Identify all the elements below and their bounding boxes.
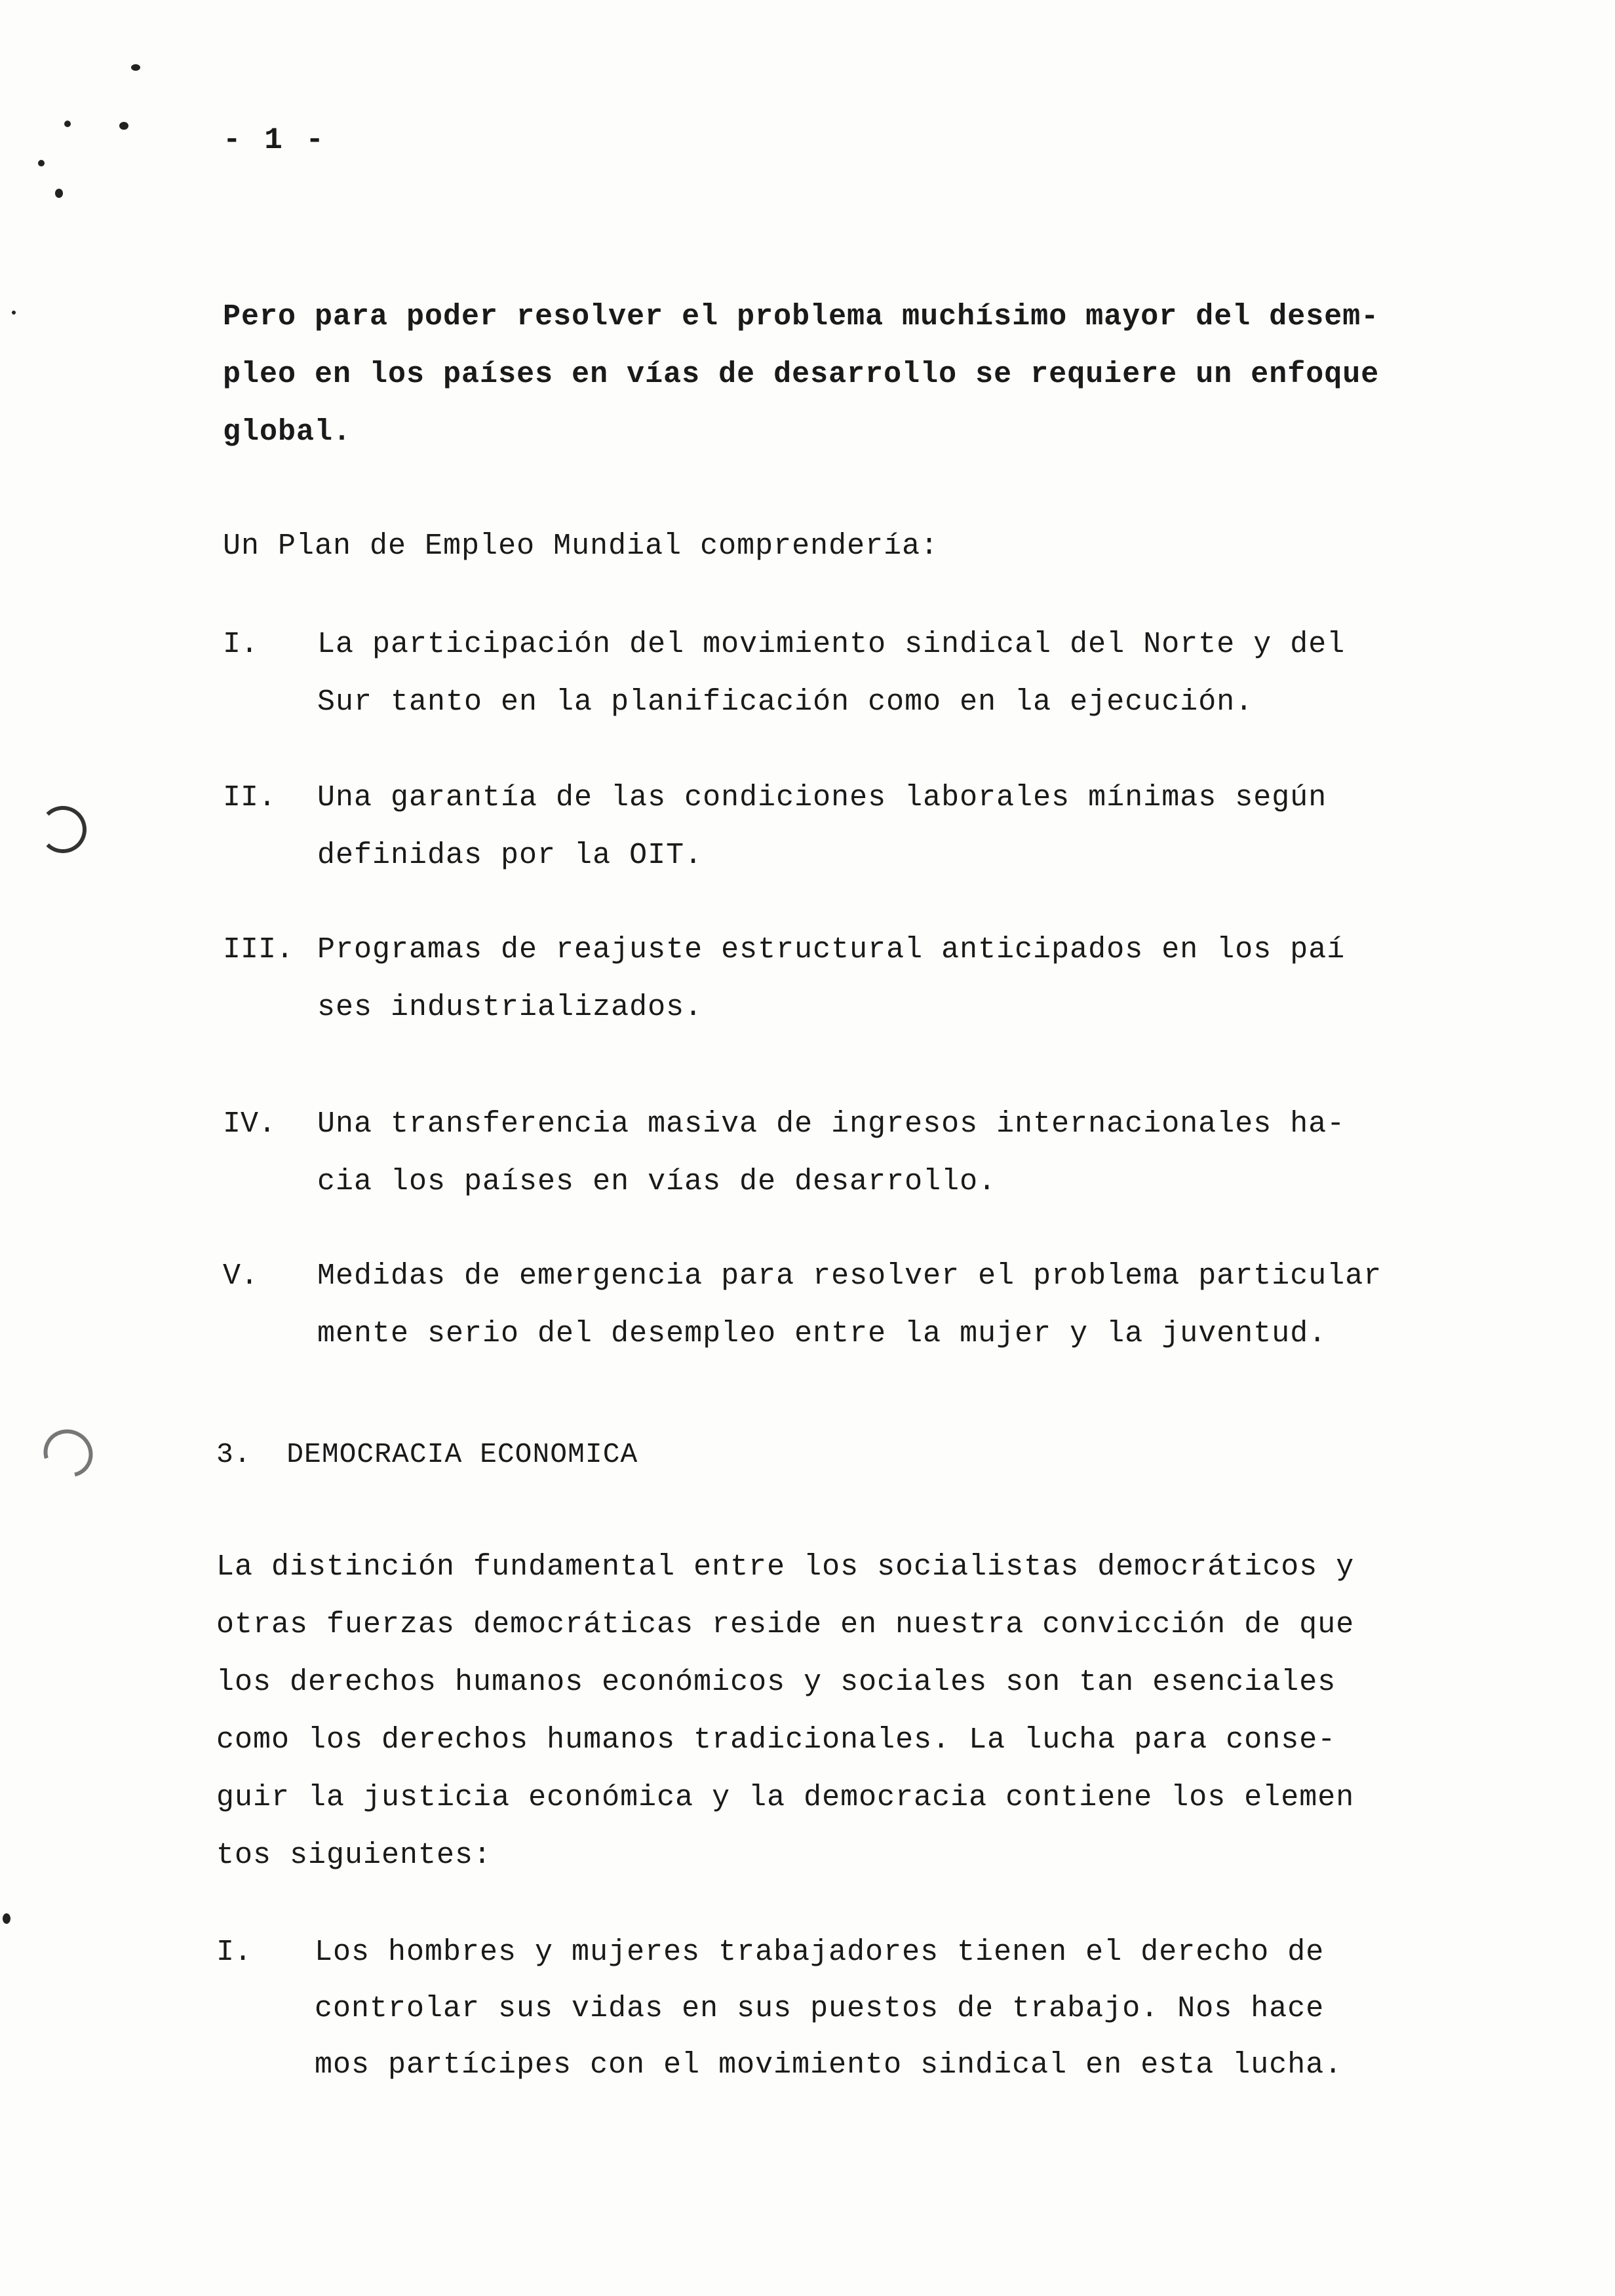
scan-speck (64, 121, 71, 127)
plan-item-5-number: V. (223, 1259, 259, 1293)
plan-item-3-line-1: Programas de reajuste estructural anticipados en los paí (317, 933, 1346, 966)
punch-hole-mark (39, 806, 87, 853)
plan-lead: Un Plan de Empleo Mundial comprendería: (223, 529, 939, 563)
scan-speck (12, 311, 16, 315)
plan-item-4-number: IV. (223, 1107, 277, 1141)
intro-line-3: global. (223, 415, 352, 449)
section-item-1-line-1: Los hombres y mujeres trabajadores tienen el derecho de (315, 1936, 1325, 1969)
plan-item-4-line-2: cia los países en vías de desarrollo. (317, 1165, 997, 1198)
plan-item-1-line-2: Sur tanto en la planificación como en la ejecución. (317, 685, 1254, 719)
plan-item-5-line-1: Medidas de emergencia para resolver el problema particular (317, 1259, 1382, 1293)
intro-line-1: Pero para poder resolver el problema muchísimo mayor del desem- (223, 300, 1380, 334)
plan-item-1-line-1: La participación del movimiento sindical del Norte y del (317, 628, 1346, 661)
section-heading: 3. DEMOCRACIA ECONOMICA (216, 1438, 638, 1470)
plan-item-2-line-1: Una garantía de las condiciones laborales mínimas según (317, 781, 1327, 814)
scan-speck (131, 64, 140, 71)
section-paragraph-line-5: guir la justicia económica y la democracia contiene los elemen (216, 1781, 1355, 1814)
plan-item-3-line-2: ses industrializados. (317, 991, 703, 1024)
scan-speck (3, 1913, 10, 1924)
punch-hole-mark (35, 1421, 102, 1486)
scan-speck (119, 122, 128, 130)
plan-item-2-number: II. (223, 781, 277, 814)
section-paragraph-line-3: los derechos humanos económicos y sociales son tan esenciales (216, 1666, 1336, 1699)
section-paragraph-line-1: La distinción fundamental entre los socialistas democráticos y (216, 1550, 1355, 1584)
scan-speck (38, 160, 45, 166)
section-item-1-line-2: controlar sus vidas en sus puestos de trabajo. Nos hace (315, 1992, 1325, 2025)
plan-item-5-line-2: mente serio del desempleo entre la mujer y la juventud. (317, 1317, 1327, 1350)
plan-item-2-line-2: definidas por la OIT. (317, 839, 703, 872)
plan-item-1-number: I. (223, 628, 259, 661)
intro-line-2: pleo en los países en vías de desarrollo se requiere un enfoque (223, 358, 1380, 391)
section-paragraph-line-6: tos siguientes: (216, 1839, 492, 1872)
plan-item-3-number: III. (223, 933, 294, 966)
plan-item-4-line-1: Una transferencia masiva de ingresos internacionales ha- (317, 1107, 1346, 1141)
section-paragraph-line-2: otras fuerzas democráticas reside en nuestra convicción de que (216, 1608, 1355, 1641)
scan-speck (55, 189, 63, 198)
section-item-1-line-3: mos partícipes con el movimiento sindical en esta lucha. (315, 2048, 1343, 2082)
section-paragraph-line-4: como los derechos humanos tradicionales. La lucha para conse- (216, 1723, 1336, 1757)
page-number: - 1 - (223, 123, 327, 157)
section-item-1-number: I. (216, 1936, 252, 1969)
